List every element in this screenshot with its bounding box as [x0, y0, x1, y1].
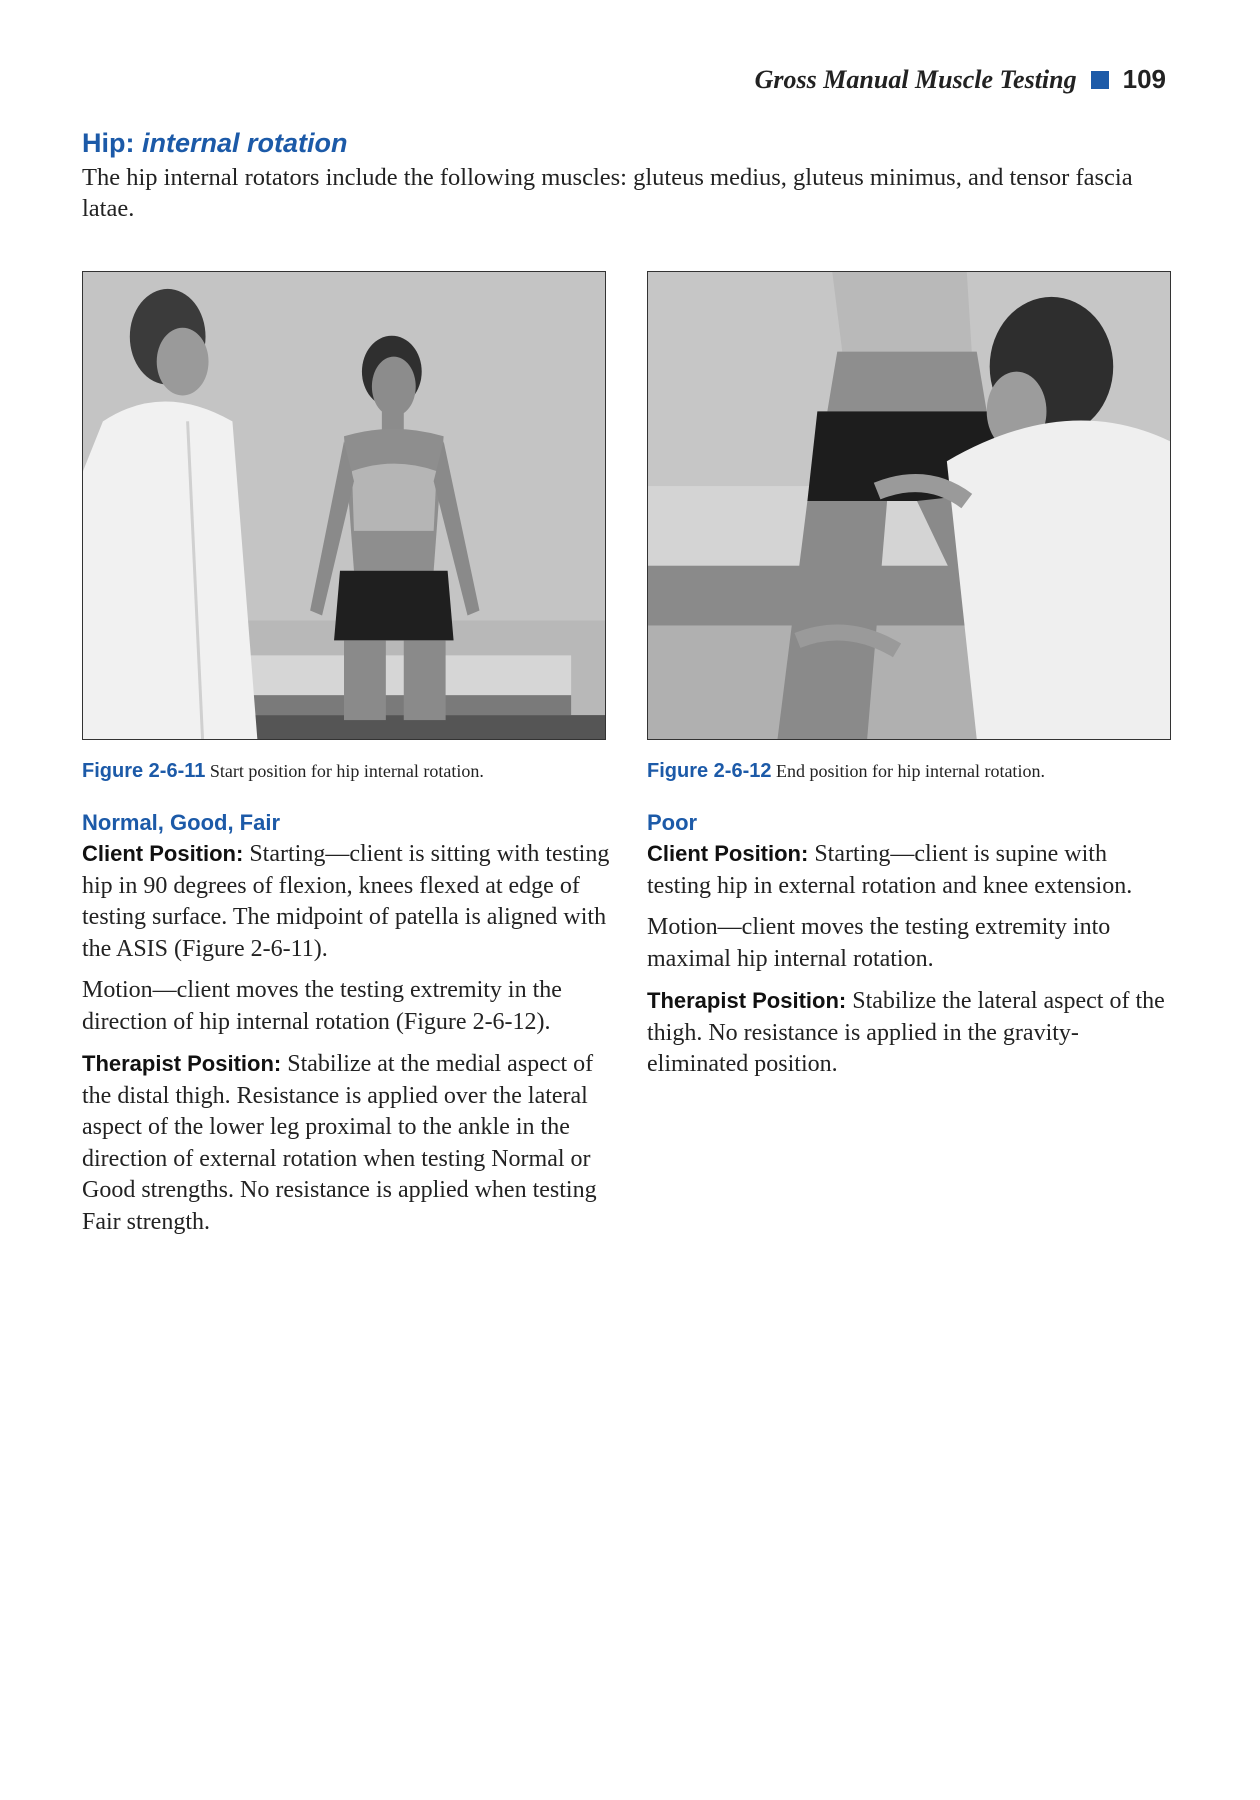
therapist-position-text: Stabilize at the medial aspect of the distal thigh. Resistance is applied over the lateral aspect of the lower leg proximal to the ankle in the direction of external rotation when testing Normal or Good strengths. No resistance is applied when testing Fair strength.: [82, 1051, 597, 1235]
client-position-text: Starting—client is supine with testing hip in external rotation and knee extension.: [647, 841, 1133, 899]
therapist-position-label: Therapist Position:: [647, 988, 847, 1013]
grade-heading: Normal, Good, Fair: [82, 810, 281, 835]
section-title-sub: internal rotation: [142, 128, 348, 158]
figure-start-position-photo: [82, 271, 606, 740]
client-position-label: Client Position:: [647, 841, 809, 866]
intro-paragraph: The hip internal rotators include the following muscles: gluteus medius, gluteus minimus, and tensor fascia latae.: [82, 164, 1133, 222]
client-position-label: Client Position:: [82, 841, 244, 866]
figure-label: Figure 2-6-11: [82, 760, 206, 782]
client-position-paragraph: [647, 838, 1167, 902]
therapist-position-paragraph: [82, 1048, 612, 1238]
running-title: Gross Manual Muscle Testing: [754, 64, 1077, 94]
section-title-main: Hip:: [82, 128, 135, 158]
photo-end-position: [648, 272, 1170, 739]
figure-end-position-photo: [647, 271, 1171, 740]
page-number: 109: [1122, 64, 1166, 94]
figure-caption-start: [82, 760, 484, 783]
header-square-bullet: [1091, 71, 1109, 89]
figure-label: Figure 2-6-12: [647, 760, 772, 782]
left-column-normal-good-fair: [82, 808, 612, 1248]
section-heading: [82, 128, 348, 159]
figure-caption-end: [647, 760, 1045, 783]
grade-heading: Poor: [647, 810, 698, 835]
therapist-position-label: Therapist Position:: [82, 1051, 282, 1076]
motion-paragraph: Motion—client moves the testing extremity in the direction of hip internal rotation (Figure 2-6-12).: [82, 977, 562, 1035]
client-position-text: Starting—client is sitting with testing hip in 90 degrees of flexion, knees flexed at edge of testing surface. The midpoint of patella is aligned with the ASIS (Figure 2-6-11).: [82, 841, 610, 962]
photo-start-position: [83, 272, 605, 739]
figure-caption-text: End position for hip internal rotation.: [775, 761, 1045, 781]
running-header: [755, 64, 1166, 95]
figure-caption-text: Start position for hip internal rotation.: [209, 761, 484, 781]
therapist-position-paragraph: [647, 985, 1167, 1081]
therapist-position-text: Stabilize the lateral aspect of the thigh. No resistance is applied in the gravity-eliminated position.: [647, 988, 1165, 1077]
motion-paragraph: Motion—client moves the testing extremity into maximal hip internal rotation.: [647, 914, 1111, 972]
right-column-poor: [647, 808, 1167, 1091]
client-position-paragraph: [82, 838, 612, 965]
